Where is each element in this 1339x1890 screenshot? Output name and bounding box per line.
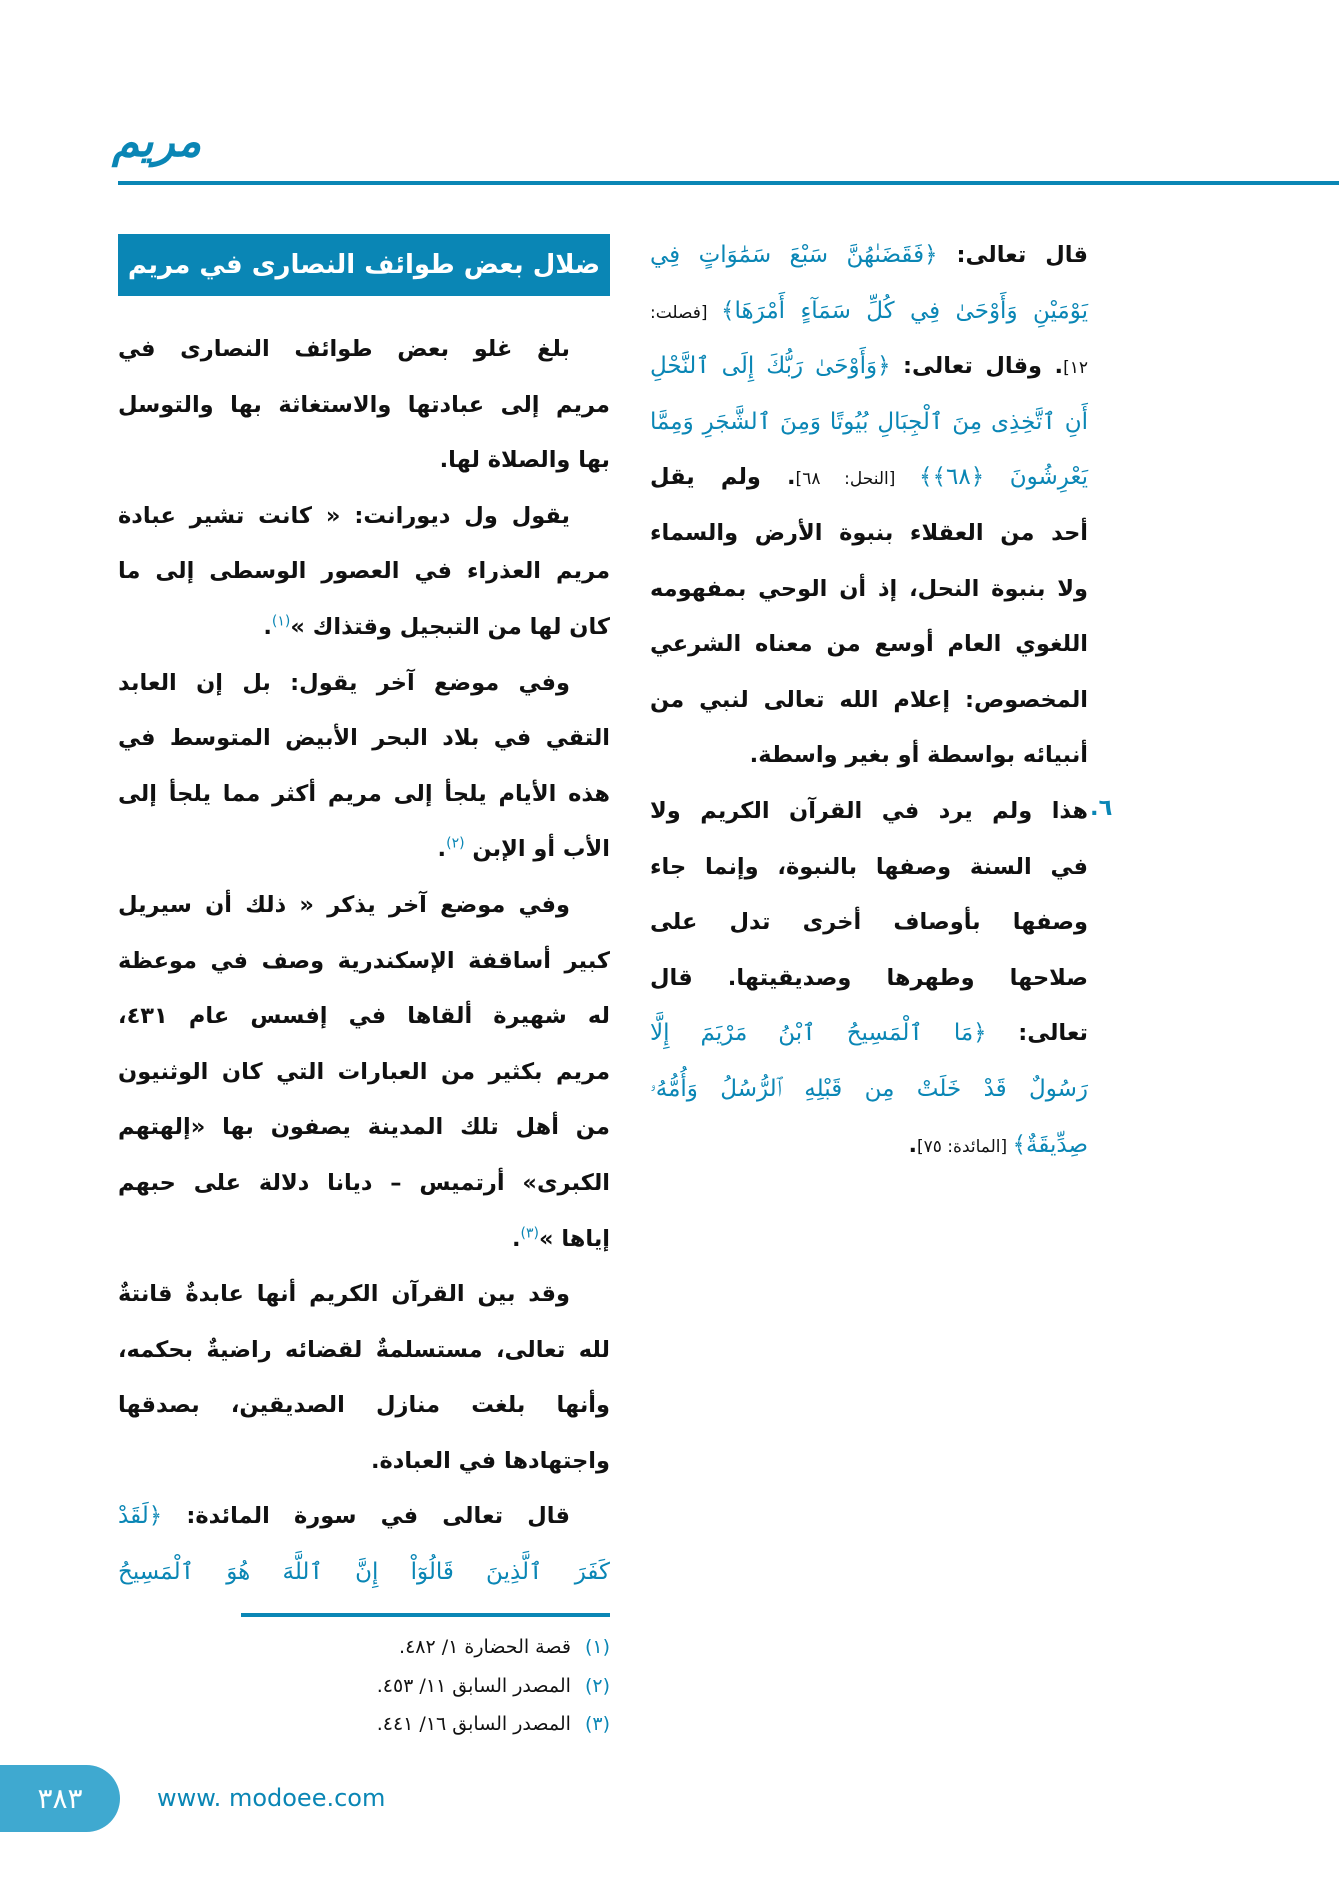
text-line <box>650 339 1088 395</box>
text-line <box>118 1323 610 1379</box>
chapter-logo: مريم <box>112 116 202 167</box>
body-text: . <box>908 1131 917 1158</box>
text-line <box>118 1434 610 1490</box>
text-line <box>118 1378 610 1434</box>
text-line <box>118 989 610 1045</box>
quran-verse: ﴿فَقَضَىٰهُنَّ سَبْعَ سَمَٰوَاتٍ فِي <box>650 242 938 268</box>
text-line <box>118 544 610 600</box>
text-line <box>118 378 610 434</box>
body-text: قال تعالى: <box>937 242 1088 268</box>
footnote-text: المصدر السابق ١١/ ٤٥٣. <box>376 1674 571 1697</box>
body-text: في السنة وصفها بالنبوة، وإنما جاء <box>650 853 1088 880</box>
quran-verse: ﴿لَقَدْ <box>118 1503 163 1530</box>
text-line <box>118 1489 610 1545</box>
text-line <box>118 1156 610 1212</box>
footnote <box>241 1705 610 1744</box>
footnotes <box>241 1628 610 1744</box>
body-text: بلغ غلو بعض طوائف النصارى في <box>118 336 570 362</box>
section-heading: ضلال بعض طوائف النصارى في مريم <box>118 234 610 296</box>
footnote-number: (١) <box>584 1636 610 1658</box>
right-column <box>650 228 1088 1173</box>
body-text: مريم إلى عبادتها والاستغاثة بها والتوسل <box>118 391 610 418</box>
body-text: أنبيائه بواسطة أو بغير واسطة. <box>749 742 1088 769</box>
quran-verse: كَفَرَ ٱلَّذِينَ قَالُوٓاْ إِنَّ ٱللَّهَ هُوَ ٱلْمَسِيحُ <box>118 1559 610 1586</box>
text-line <box>650 673 1088 729</box>
text-line <box>650 562 1088 618</box>
text-line <box>118 1212 610 1268</box>
text-line <box>650 284 1088 340</box>
text-line <box>118 767 610 823</box>
body-text: كان لها من التبجيل وقتذاك » <box>290 613 610 640</box>
body-text: واجتهادها في العبادة. <box>370 1447 610 1474</box>
text-line <box>118 822 610 878</box>
body-text: له شهيرة ألقاها في إفسس عام ٤٣١، <box>118 1003 610 1030</box>
text-line <box>650 450 1088 506</box>
body-text: مريم بكثير من العبارات التي كان الوثنيون <box>118 1058 610 1085</box>
quran-verse: أَنِ ٱتَّخِذِى مِنَ ٱلْجِبَالِ بُيُوتًا وَمِنَ ٱلشَّجَرِ وَمِمَّا <box>650 408 1088 435</box>
text-line <box>118 1100 610 1156</box>
body-text: يقول ول ديورانت: « كانت تشير عبادة <box>118 502 570 529</box>
body-text: . وقال تعالى: <box>890 353 1064 380</box>
verse-reference: [فصلت: <box>650 302 722 323</box>
text-line <box>650 840 1088 896</box>
body-text: أحد من العقلاء بنبوة الأرض والسماء <box>650 519 1088 546</box>
footnote-number: (٢) <box>584 1674 610 1697</box>
quran-verse: يَوْمَيْنِ وَأَوْحَىٰ فِي كُلِّ سَمَآءٍ أَمْرَهَا﴾ <box>721 297 1089 324</box>
body-text: قال تعالى في سورة المائدة: <box>162 1503 570 1530</box>
body-text: . ولم يقل <box>650 464 796 491</box>
body-text: الأب أو الإبن <box>464 836 610 863</box>
quran-verse: رَسُولٌ قَدْ خَلَتْ مِن قَبْلِهِ ٱلرُّسُلُ وَأُمُّهُۥ <box>650 1075 1088 1102</box>
body-text: التقي في بلاد البحر الأبيض المتوسط في <box>118 725 610 752</box>
body-text: وفي موضع آخر يذكر « ذلك أن سيريل <box>118 891 570 918</box>
body-text: . <box>511 1225 521 1252</box>
page-number: ٣٨٣ <box>0 1765 120 1832</box>
body-text: اللغوي العام أوسع من معناه الشرعي <box>650 631 1088 658</box>
verse-reference: [النحل: ٦٨] <box>795 469 920 490</box>
footnote <box>241 1667 610 1706</box>
body-text: ولا بنبوة النحل، إذ أن الوحي بمفهومه <box>650 575 1088 602</box>
verse-reference: [المائدة: ٧٥] <box>917 1136 1013 1157</box>
footnote-marker[interactable]: (٢) <box>446 835 465 852</box>
footnote-text: المصدر السابق ١٦/ ٤٤١. <box>376 1713 571 1735</box>
text-line <box>118 878 610 934</box>
body-text: المخصوص: إعلام الله تعالى لنبي من <box>650 686 1088 713</box>
text-line <box>650 895 1088 951</box>
text-line <box>650 951 1088 1007</box>
website-link[interactable]: www. modoee.com <box>157 1784 386 1812</box>
left-column <box>118 322 610 1601</box>
body-text: تعالى: <box>986 1020 1089 1047</box>
body-text: وأنها بلغت منازل الصديقين، بصدقها <box>118 1392 610 1419</box>
header-rule <box>118 181 1339 185</box>
verse-reference: ١٢] <box>1063 358 1088 379</box>
body-text: . <box>437 836 447 863</box>
text-line <box>118 600 610 656</box>
text-line <box>118 322 610 378</box>
body-text: مريم العذراء في العصور الوسطى إلى ما <box>118 558 610 585</box>
body-text: من أهل تلك المدينة يصفون بها «إلهتهم <box>118 1114 610 1141</box>
footnote-number: (٣) <box>584 1713 610 1735</box>
text-line <box>650 1118 1088 1174</box>
body-text: . <box>263 613 272 640</box>
quran-verse: يَعْرِشُونَ ﴿٦٨﴾﴾ <box>919 464 1088 491</box>
quran-verse: ﴿وَأَوْحَىٰ رَبُّكَ إِلَى ٱلنَّحْلِ <box>650 353 891 380</box>
text-line <box>118 656 610 712</box>
body-text: صلاحها وطهرها وصديقيتها. قال <box>650 964 1088 991</box>
text-line <box>650 617 1088 673</box>
text-line <box>118 1545 610 1601</box>
body-text: إياها » <box>538 1225 610 1252</box>
footnote <box>241 1628 610 1667</box>
body-text: بها والصلاة لها. <box>439 447 610 474</box>
body-text: لله تعالى، مستسلمةٌ لقضائه راضيةٌ بحكمه، <box>118 1336 610 1363</box>
body-text: كبير أساقفة الإسكندرية وصف في موعظة <box>118 947 610 974</box>
footnote-text: قصة الحضارة ١/ ٤٨٢. <box>399 1636 571 1658</box>
quran-verse: ﴿مَا ٱلْمَسِيحُ ٱبْنُ مَرْيَمَ إِلَّا <box>650 1020 987 1047</box>
text-line <box>118 1045 610 1101</box>
quran-verse: صِدِّيقَةٌ﴾ <box>1012 1131 1088 1158</box>
body-text: الكبرى» أرتميس – ديانا دلالة على حبهم <box>118 1169 610 1196</box>
text-line <box>650 228 1088 284</box>
footnote-marker[interactable]: (١) <box>271 613 291 630</box>
text-line <box>650 1062 1088 1118</box>
body-text: وفي موضع آخر يقول: بل إن العابد <box>118 669 570 696</box>
text-line <box>650 506 1088 562</box>
text-line <box>650 1006 1088 1062</box>
text-line <box>118 433 610 489</box>
text-line <box>650 784 1088 840</box>
text-line <box>118 934 610 990</box>
footnote-divider <box>241 1613 610 1617</box>
body-text: هذه الأيام يلجأ إلى مريم أكثر مما يلجأ إلى <box>118 780 610 807</box>
body-text: وصفها بأوصاف أخرى تدل على <box>650 909 1088 936</box>
text-line <box>650 728 1088 784</box>
footnote-marker[interactable]: (٣) <box>520 1225 539 1241</box>
text-line <box>118 711 610 767</box>
body-text: هذا ولم يرد في القرآن الكريم ولا <box>650 797 1088 824</box>
text-line <box>650 395 1088 451</box>
text-line <box>118 489 610 545</box>
list-item-number: ٦. <box>1090 795 1113 821</box>
text-line <box>118 1267 610 1323</box>
body-text: وقد بين القرآن الكريم أنها عابدةٌ قانتةٌ <box>118 1281 570 1308</box>
